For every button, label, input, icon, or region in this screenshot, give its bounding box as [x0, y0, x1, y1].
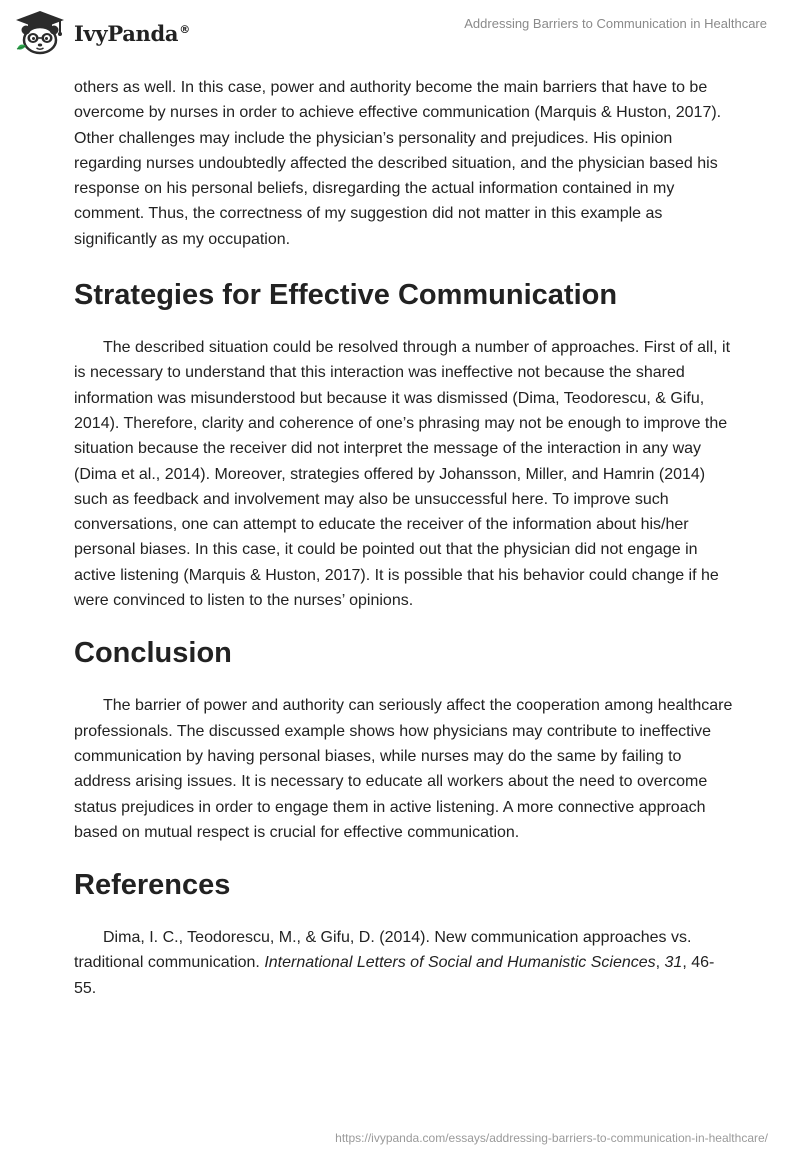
conclusion-paragraph: The barrier of power and authority can seriously affect the cooperation among healthcare professionals. The discussed example shows how physicians may contribute to ineffective communication by having personal biases, while nurses may do the same by failing to address arising issues. It is necessary to educate all workers about the need to overcome status prejudices in order to engage them in active listening. A more connective approach based on mutual respect is crucial for effective communication.: [74, 697, 733, 841]
reference-pages: , 46-55.: [74, 954, 715, 997]
essay-content: [74, 75, 734, 1001]
reference-journal: International Letters of Social and Humanistic Sciences: [264, 954, 656, 972]
logo-wordmark: [74, 21, 190, 46]
strategies-heading: Strategies for Effective Communication: [74, 279, 618, 312]
logo-text: IvyPanda: [74, 20, 179, 46]
reference-authors-title: Dima, I. C., Teodorescu, M., & Gifu, D. (2014). New communication approaches vs. traditional communication.: [74, 929, 692, 972]
document-title: Addressing Barriers to Communication in Healthcare: [464, 16, 767, 31]
intro-paragraph: others as well. In this case, power and authority become the main barriers that have to be overcome by nurses in order to achieve effective communication (Marquis & Huston, 2017). Other challenges may include the physician’s personality and prejudices. His opinion regarding nurses undoubtedly affected the described situation, and the physician based his response on his personal beliefs, disregarding the actual information contained in my comment. Thus, the correctness of my suggestion did not matter in this example as significantly as my occupation.: [74, 79, 722, 248]
page-header: [0, 0, 800, 64]
strategies-paragraph: The described situation could be resolved through a number of approaches. First of all, it is necessary to understand that this interaction was ineffective not because the shared information was misunderstood but because it was dismissed (Dima, Teodorescu, & Gifu, 2014). Therefore, clarity and coherence of one’s phrasing may not be enough to improve the situation because the receiver did not interpret the message of the interaction in any way (Dima et al., 2014). Moreover, strategies offered by Johansson, Miller, and Hamrin (2014) such as feedback and involvement may also be unsuccessful here. To improve such conversations, one can attempt to educate the receiver of the information about his/her personal biases. In this case, it could be pointed out that the physician did not engage in active listening (Marquis & Huston, 2017). It is possible that his behavior could change if he were convinced to listen to the nurses’ opinions.: [74, 339, 731, 610]
reference-separator: ,: [655, 954, 665, 972]
reference-item: [74, 925, 734, 1001]
logo-registered-mark: ®: [179, 22, 190, 36]
panda-graduate-icon: [14, 9, 66, 55]
reference-volume: 31: [664, 954, 683, 972]
references-heading: References: [74, 869, 231, 902]
ivypanda-logo[interactable]: [14, 9, 190, 55]
footer-url[interactable]: https://ivypanda.com/essays/addressing-barriers-to-communication-in-healthcare/: [335, 1131, 768, 1145]
conclusion-heading: Conclusion: [74, 637, 232, 670]
